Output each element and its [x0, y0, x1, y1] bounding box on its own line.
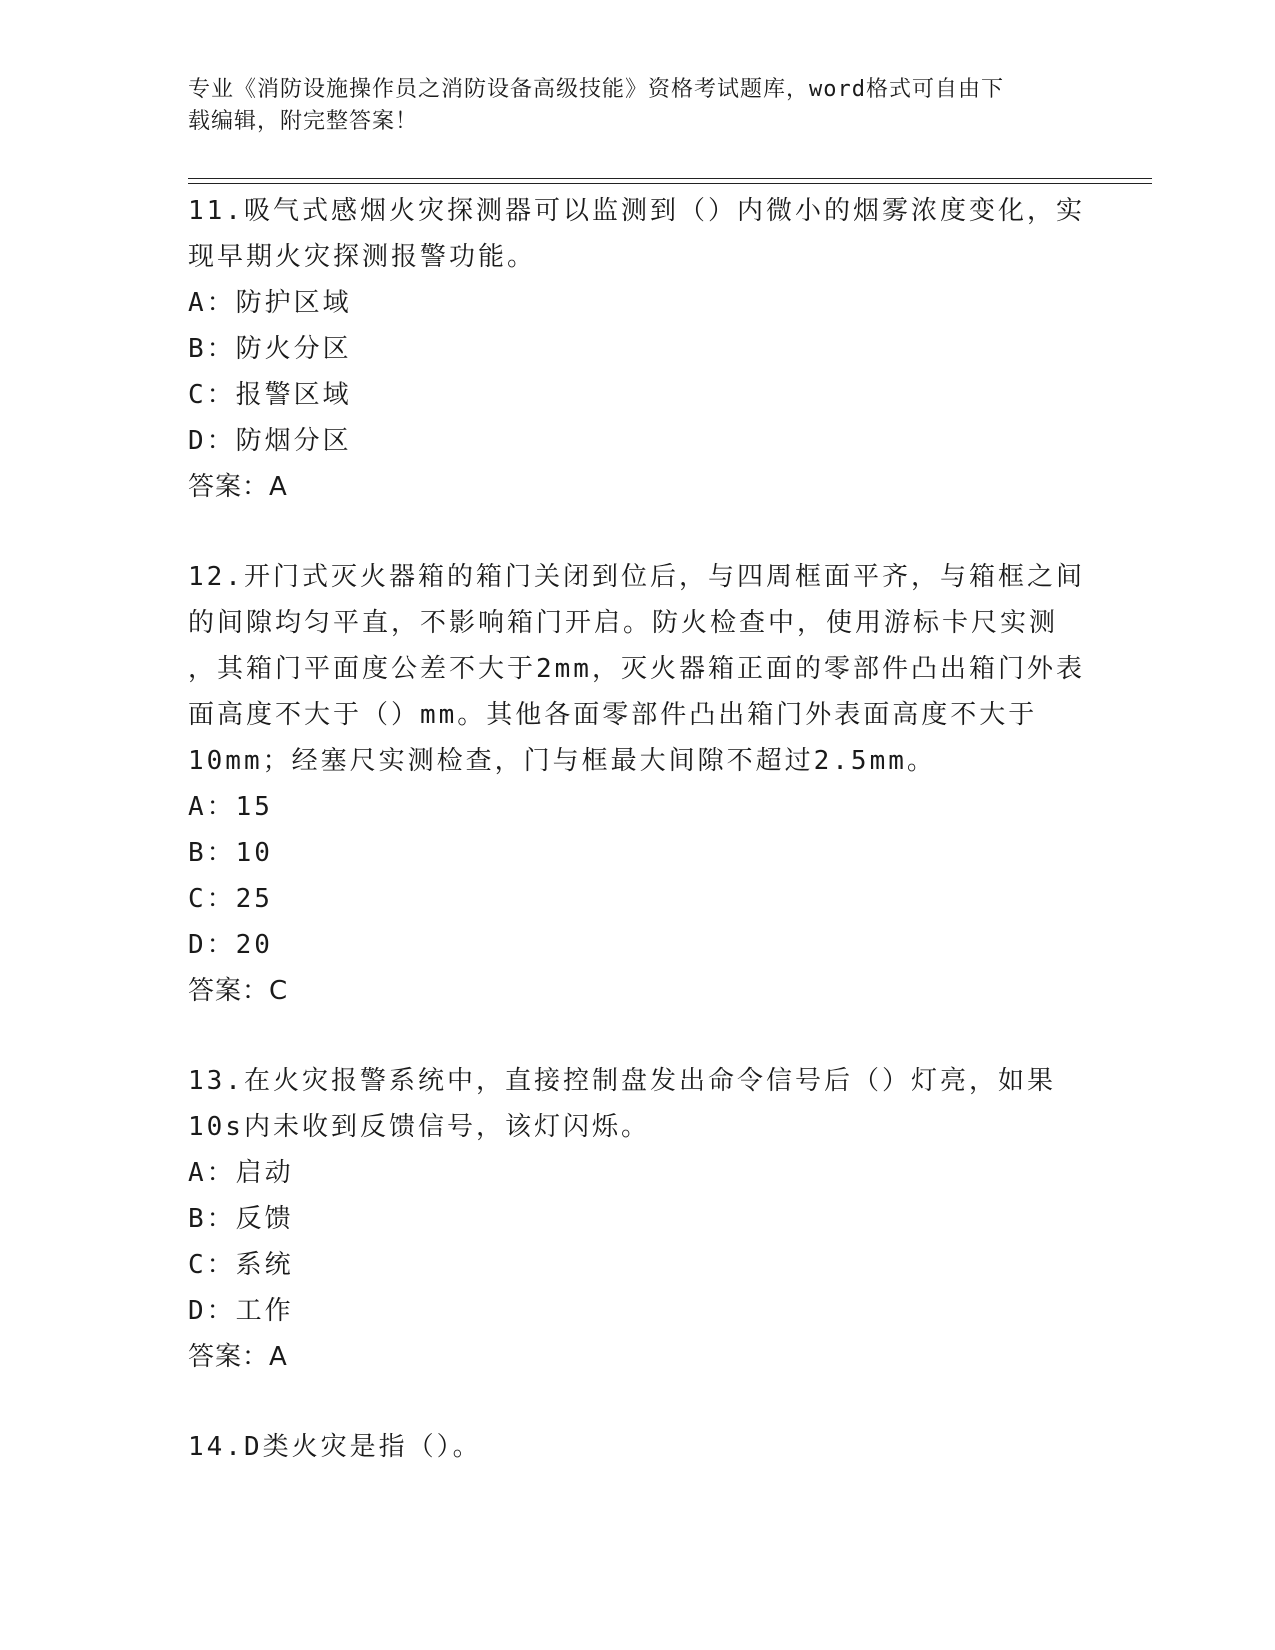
option-d: D：工作 [188, 1296, 294, 1326]
question-14 [188, 1424, 1088, 1470]
question-text-line: ，其箱门平面度公差不大于2mm，灭火器箱正面的零部件凸出箱门外表 [188, 654, 1085, 684]
answer: 答案：A [188, 472, 288, 502]
header-line-2: 载编辑，附完整答案！ [188, 109, 419, 134]
question-text-line: 10mm；经塞尺实测检查，门与框最大间隙不超过2.5mm。 [188, 746, 936, 776]
question-text-line: 14.D类火灾是指（）。 [188, 1432, 482, 1462]
document-header [188, 74, 1068, 138]
question-text-line: 10s内未收到反馈信号，该灯闪烁。 [188, 1112, 650, 1142]
question-text-line: 面高度不大于（）mm。其他各面零部件凸出箱门外表面高度不大于 [188, 700, 1038, 730]
question-text-line: 11.吸气式感烟火灾探测器可以监测到（）内微小的烟雾浓度变化，实 [188, 196, 1085, 226]
option-d: D：防烟分区 [188, 426, 352, 456]
option-d: D：20 [188, 930, 273, 960]
question-13 [188, 1058, 1088, 1380]
option-c: C：系统 [188, 1250, 294, 1280]
option-b: B：防火分区 [188, 334, 352, 364]
option-a: A：防护区域 [188, 288, 352, 318]
header-divider-top [188, 178, 1152, 179]
answer: 答案：A [188, 1342, 288, 1372]
question-list [188, 188, 1088, 1514]
option-c: C：25 [188, 884, 273, 914]
option-a: A：启动 [188, 1158, 294, 1188]
question-text-line: 的间隙均匀平直，不影响箱门开启。防火检查中，使用游标卡尺实测 [188, 608, 1059, 638]
question-12 [188, 554, 1088, 1014]
option-a: A：15 [188, 792, 273, 822]
header-divider-bottom [188, 183, 1152, 184]
question-text-line: 现早期火灾探测报警功能。 [188, 242, 537, 272]
option-b: B：10 [188, 838, 273, 868]
header-line-1: 专业《消防设施操作员之消防设备高级技能》资格考试题库，word格式可自由下 [188, 77, 1004, 102]
question-text-line: 13.在火灾报警系统中，直接控制盘发出命令信号后（）灯亮，如果 [188, 1066, 1056, 1096]
option-b: B：反馈 [188, 1204, 294, 1234]
answer: 答案：C [188, 976, 289, 1006]
question-text-line: 12.开门式灭火器箱的箱门关闭到位后，与四周框面平齐，与箱框之间 [188, 562, 1085, 592]
option-c: C：报警区域 [188, 380, 352, 410]
question-11 [188, 188, 1088, 510]
